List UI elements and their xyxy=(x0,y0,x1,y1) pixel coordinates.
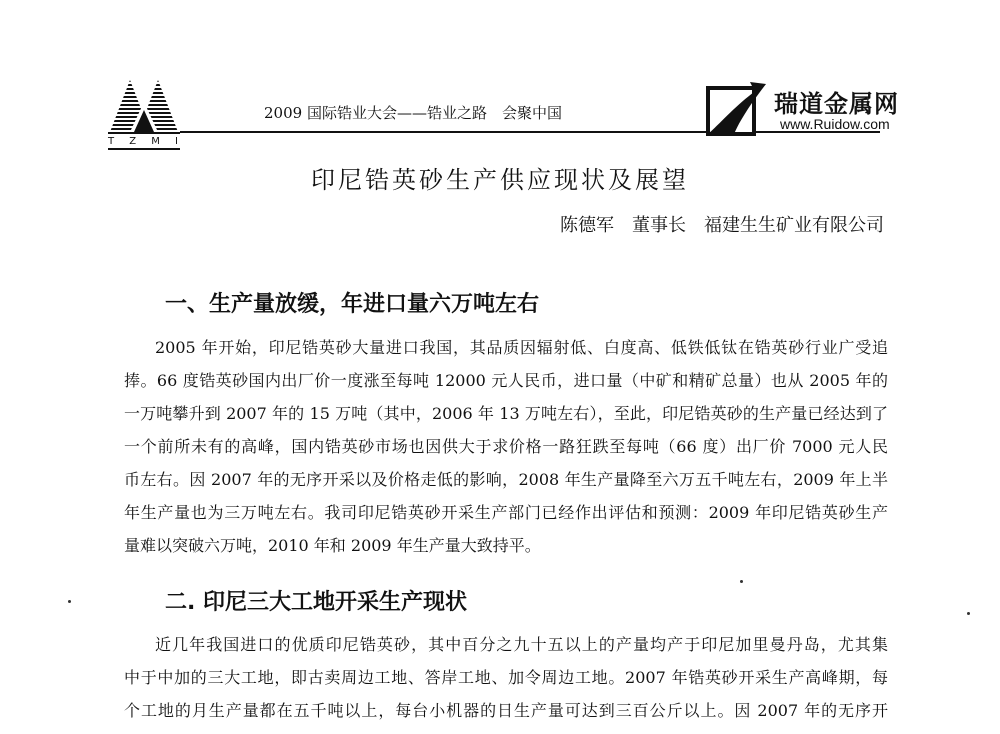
section-2-heading: 二. 印尼三大工地开采生产现状 xyxy=(165,590,468,615)
document-title: 印尼锆英砂生产供应现状及展望 xyxy=(311,166,689,194)
paragraph-line: 量难以突破六万吨，2010 年和 2009 年生产量大致持平。 xyxy=(124,536,541,555)
author-company: 福建生生矿业有限公司 xyxy=(704,215,884,236)
partner-url: www.Ruidow.com xyxy=(780,116,890,132)
byline xyxy=(560,211,884,237)
ruidow-icon xyxy=(706,80,768,136)
logo-letter: I xyxy=(175,136,180,147)
paragraph-line: 年生产量也为三万吨左右。我司印尼锆英砂开采生产部门已经作出评估和预测：2009 年印尼锆英砂生产 xyxy=(124,503,888,522)
paragraph-line: 2005 年开始，印尼锆英砂大量进口我国，其品质因辐射低、白度高、低铁低钛在锆英砂行业广受追 xyxy=(155,338,888,357)
tzmi-logo xyxy=(108,72,180,150)
conference-title: 2009 国际锆业大会——锆业之路 会聚中国 xyxy=(264,104,562,122)
paragraph-line: 中于中加的三大工地，即古卖周边工地、答岸工地、加令周边工地。2007 年锆英砂开采生产高峰期，每 xyxy=(124,668,888,687)
paragraph-line: 个工地的月生产量都在五千吨以上，每台小机器的日生产量可达到三百公斤以上。因 2007 年的无序开 xyxy=(124,701,888,720)
partner-name: 瑞道金属网 xyxy=(774,90,899,118)
author-name: 陈德军 xyxy=(560,215,614,236)
paragraph-line: 一万吨攀升到 2007 年的 15 万吨（其中，2006 年 13 万吨左右），至此，印尼锆英砂的生产量已经达到了 xyxy=(124,404,888,423)
paragraph-line: 一个前所未有的高峰，国内锆英砂市场也因供大于求价格一路狂跌至每吨（66 度）出厂价 7000 元人民 xyxy=(124,437,888,456)
ruidow-logo xyxy=(706,80,899,140)
logo-letter: Z xyxy=(129,136,139,147)
paragraph-line: 币左右。因 2007 年的无序开采以及价格走低的影响，2008 年生产量降至六万五千吨左右，2009 年上半 xyxy=(124,470,888,489)
author-position: 董事长 xyxy=(632,215,686,236)
scan-speck xyxy=(68,600,71,603)
logo-letter: M xyxy=(151,136,162,147)
scan-speck xyxy=(967,612,970,615)
paragraph-line: 近几年我国进口的优质印尼锆英砂，其中百分之九十五以上的产量均产于印尼加里曼丹岛，尤其集 xyxy=(155,635,888,654)
tzmi-logo-icon xyxy=(108,72,180,134)
scan-speck xyxy=(740,580,743,583)
section-1-heading: 一、生产量放缓，年进口量六万吨左右 xyxy=(165,292,540,317)
tzmi-letters xyxy=(108,136,180,147)
paragraph-line: 捧。66 度锆英砂国内出厂价一度涨至每吨 12000 元人民币，进口量（中矿和精矿总量）也从 2005 年的 xyxy=(124,371,888,390)
logo-letter: T xyxy=(108,136,117,147)
logo-underline xyxy=(108,148,180,150)
